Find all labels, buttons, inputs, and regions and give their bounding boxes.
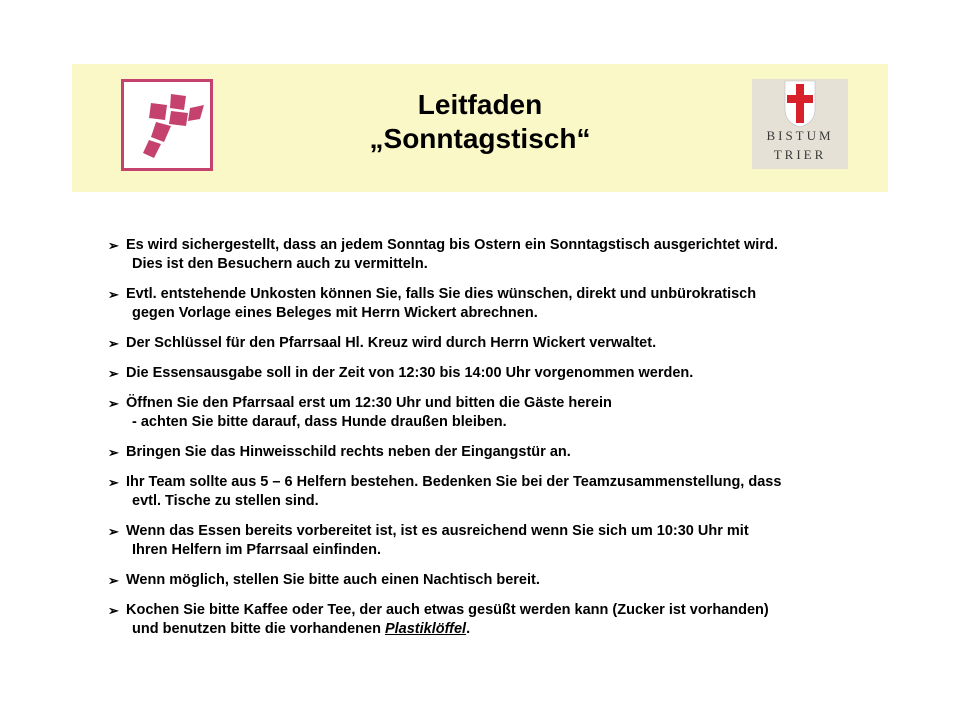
item-text: Der Schlüssel für den Pfarrsaal Hl. Kreuz wird durch Herrn Wickert verwaltet. (126, 335, 657, 351)
page-title (300, 88, 660, 156)
item-text: Kochen Sie bitte Kaffee oder Tee, der auch etwas gesüßt werden kann (Zucker ist vorhanden) (126, 602, 769, 618)
arrow-bullet-icon: ➢ (108, 445, 119, 460)
caritas-logo (121, 79, 213, 171)
plastic-spoon-emphasis: Plastiklöffel (384, 621, 467, 637)
item-text: Bringen Sie das Hinweisschild rechts neben der Eingangstür an. (126, 444, 571, 460)
arrow-bullet-icon: ➢ (108, 573, 119, 588)
seal-text-trier: TRIER (773, 147, 827, 162)
list-item (108, 571, 888, 590)
seal-text-bistum: BISTUM (766, 128, 834, 143)
title-line-2: „Sonntagstisch“ (369, 123, 591, 154)
list-item (108, 601, 888, 639)
item-text-continued: - achten Sie bitte darauf, dass Hunde draußen bleiben. (132, 414, 507, 430)
item-text: Evtl. entstehende Unkosten können Sie, falls Sie dies wünschen, direkt und unbürokratisch (126, 286, 757, 302)
pinwheel-figure-icon (124, 82, 210, 168)
arrow-bullet-icon: ➢ (108, 336, 119, 351)
item-text-suffix: . (466, 621, 471, 637)
item-text-continued: evtl. Tische zu stellen sind. (132, 493, 319, 509)
item-text: Öffnen Sie den Pfarrsaal erst um 12:30 Uhr und bitten die Gäste herein (126, 395, 612, 411)
list-item (108, 334, 888, 353)
arrow-bullet-icon: ➢ (108, 238, 119, 253)
arrow-bullet-icon: ➢ (108, 603, 119, 618)
item-text-continued: gegen Vorlage eines Beleges mit Herrn Wickert abrechnen. (132, 305, 538, 321)
arrow-bullet-icon: ➢ (108, 366, 119, 381)
item-text-continued (126, 620, 888, 639)
arrow-bullet-icon: ➢ (108, 396, 119, 411)
list-item (108, 394, 888, 432)
list-item (108, 443, 888, 462)
item-text: Es wird sichergestellt, dass an jedem Sonntag bis Ostern ein Sonntagstisch ausgerichtet wird. (126, 237, 778, 253)
list-item (108, 364, 888, 383)
arrow-bullet-icon: ➢ (108, 287, 119, 302)
arrow-bullet-icon: ➢ (108, 524, 119, 539)
guideline-list (108, 236, 888, 650)
item-text-continued: Ihren Helfern im Pfarrsaal einfinden. (132, 542, 381, 558)
bistum-trier-seal (752, 79, 848, 169)
list-item (108, 236, 888, 274)
arrow-bullet-icon: ➢ (108, 475, 119, 490)
list-item (108, 473, 888, 511)
item-text: Die Essensausgabe soll in der Zeit von 12:30 bis 14:00 Uhr vorgenommen werden. (126, 365, 694, 381)
item-text: Wenn das Essen bereits vorbereitet ist, ist es ausreichend wenn Sie sich um 10:30 Uhr mit (126, 523, 749, 539)
item-text-continued: Dies ist den Besuchern auch zu vermitteln. (132, 256, 428, 272)
list-item (108, 285, 888, 323)
title-line-1: Leitfaden (417, 89, 543, 120)
item-text: Wenn möglich, stellen Sie bitte auch einen Nachtisch bereit. (126, 572, 540, 588)
item-text: Ihr Team sollte aus 5 – 6 Helfern bestehen. Bedenken Sie bei der Teamzusammenstellung, dass (126, 474, 782, 490)
item-text-prefix: und benutzen bitte die vorhandenen (132, 621, 385, 637)
list-item (108, 522, 888, 560)
